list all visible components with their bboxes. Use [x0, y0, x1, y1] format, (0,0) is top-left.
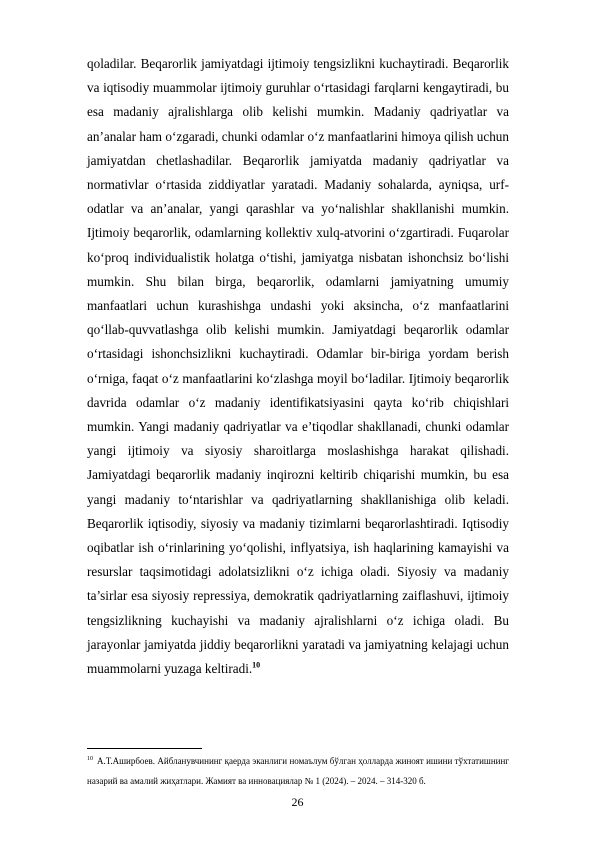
footnote-number: 10: [87, 756, 93, 762]
footnote-separator: [87, 748, 202, 749]
footnote-reference[interactable]: 10: [252, 660, 261, 670]
footnote: [87, 751, 509, 791]
footnote-text: А.Т.Аширбоев. Айбланувчининг қаерда эканлиги номаълум бўлган ҳолларда жиноят ишини тўхтатишнинг назарий ва амалий жиҳатлари. Жамият ва инновациялар № 1 (2024). – 2024. – 314-320 б.: [87, 756, 509, 786]
body-paragraph-text: qoladilar. Beqarorlik jamiyatdagi ijtimoiy tengsizlikni kuchaytiradi. Beqarorlik va iqtisodiy muammolar ijtimoiy guruhlar o‘rtasidagi farqlarni kengaytiradi, bu esa madaniy ajralishlarga olib kelishi mumkin. Madaniy qadriyatlar va an’analar ham o‘zgaradi, chunki odamlar o‘z manfaatlarini himoya qilish uchun jamiyatdan chetlashadilar. Beqarorlik jamiyatda madaniy qadriyatlar va normativlar o‘rtasida ziddiyatlar yaratadi. Madaniy sohalarda, ayniqsa, urf-odatlar va an’analar, yangi qarashlar va yo‘nalishlar shakllanishi mumkin. Ijtimoiy beqarorlik, odamlarning kollektiv xulq-atvorini o‘zgartiradi. Fuqarolar ko‘proq individualistik holatga o‘tishi, jamiyatga nisbatan ishonchsiz bo‘lishi mumkin. Shu bilan birga, beqarorlik, odamlarni jamiyatning umumiy manfaatlari uchun kurashishga undashi yoki aksincha, o‘z manfaatlarini qo‘llab-quvvatlashga olib kelishi mumkin. Jamiyatdagi beqarorlik odamlar o‘rtasidagi ishonchsizlikni kuchaytiradi. Odamlar bir-biriga yordam berish o‘rniga, faqat o‘z manfaatlarini ko‘zlashga moyil bo‘ladilar. Ijtimoiy beqarorlik davrida odamlar o‘z madaniy identifikatsiyasini qayta ko‘rib chiqishlari mumkin. Yangi madaniy qadriyatlar va e’tiqodlar shakllanadi, chunki odamlar yangi ijtimoiy va siyosiy sharoitlarga moslashishga harakat qilishadi. Jamiyatdagi beqarorlik madaniy inqirozni keltirib chiqarishi mumkin, bu esa yangi madaniy to‘ntarishlar va qadriyatlarning shakllanishiga olib keladi. Beqarorlik iqtisodiy, siyosiy va madaniy tizimlarni beqarorlashtiradi. Iqtisodiy oqibatlar ish o‘rinlarining yo‘qolishi, inflyatsiya, ish haqlarining kamayishi va resurslar taqsimotidagi adolatsizlikni o‘z ichiga oladi. Siyosiy va madaniy ta’sirlar esa siyosiy repressiya, demokratik qadriyatlarning zaiflashuvi, ijtimoiy tengsizlikning kuchayishi va madaniy ajralishlarni o‘z ichiga oladi. Bu jarayonlar jamiyatda jiddiy beqarorlikni yaratadi va jamiyatning kelajagi uchun muammolarni yuzaga keltiradi.: [87, 56, 509, 677]
page-number: 26: [291, 795, 304, 809]
body-paragraph: [87, 52, 509, 681]
